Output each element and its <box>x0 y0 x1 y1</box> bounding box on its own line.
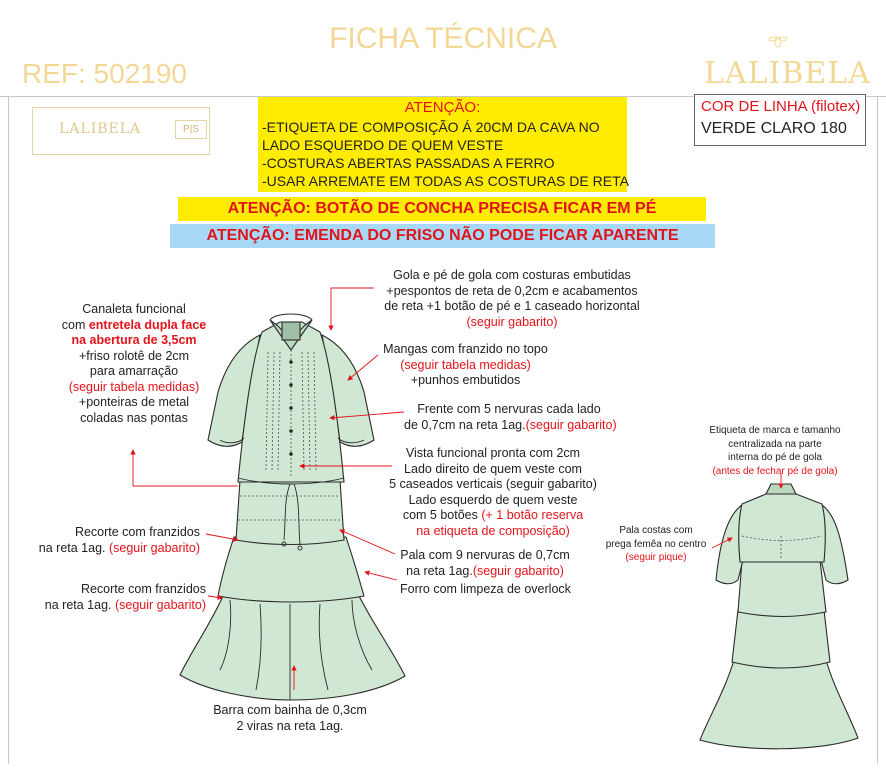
attention-line: -USAR ARREMATE EM TODAS AS COSTURAS DE RETA <box>262 173 629 189</box>
note-hem: Barra com bainha de 0,3cm 2 viras na reta 1ag. <box>213 703 367 733</box>
reference-code: REF: 502190 <box>22 58 187 89</box>
note-collar: Gola e pé de gola com costuras embutidas +pespontos de reta de 0,2cm e acabamentos de reta +1 botão de pé e 1 caseado horizontal (seguir gabarito) <box>384 268 640 329</box>
label-size-text: P|S <box>175 120 207 139</box>
note-front: Frente com 5 nervuras cada lado de 0,7cm na reta 1ag.(seguir gabarito) <box>404 402 617 432</box>
note-channel: Canaleta funcional com entretela dupla face na abertura de 3,5cm +friso rolotê de 2cm para amarração (seguir tabela medidas) +ponteiras de metal coladas nas pontas <box>61 302 207 425</box>
label-brand-text: LALIBELA <box>59 121 142 137</box>
thread-color-label: COR DE LINHA (filotex) <box>701 98 861 115</box>
thread-color-value: VERDE CLARO 180 <box>701 120 847 137</box>
note-brand-label: Etiqueta de marca e tamanho centralizada na parte interna do pé de gola (antes de fechar pé de gola) <box>709 425 841 477</box>
note-sleeves: Mangas com franzido no topo (seguir tabela medidas) +punhos embutidos <box>383 342 548 387</box>
front-flounce <box>180 594 405 700</box>
back-dress-drawing <box>700 484 858 749</box>
attention-line: -ETIQUETA DE COMPOSIÇÃO Á 20CM DA CAVA NO <box>262 119 600 135</box>
frieze-warning-banner: ATENÇÃO: EMENDA DO FRISO NÃO PODE FICAR APARENTE <box>170 224 715 248</box>
lining-pointer <box>365 572 397 580</box>
note-cut-1: Recorte com franzidos na reta 1ag. (seguir gabarito) <box>38 525 200 555</box>
back-tier <box>732 610 830 668</box>
collar-pointer <box>331 288 374 330</box>
note-cut-2: Recorte com franzidos na reta 1ag. (seguir gabarito) <box>44 582 206 612</box>
page-title: FICHA TÉCNICA <box>329 22 557 55</box>
attention-heading: ATENÇÃO: <box>404 99 481 116</box>
note-lining: Forro com limpeza de overlock <box>400 582 571 596</box>
button-warning-banner: ATENÇÃO: BOTÃO DE CONCHA PRECISA FICAR EM PÉ <box>178 197 706 221</box>
back-skirt-yoke <box>738 560 826 617</box>
note-placket: Vista funcional pronta com 2cm Lado direito de quem veste com 5 caseados verticais (seguir gabarito) Lado esquerdo de quem veste com 5 botões (+ 1 botão reserva na etiqueta de composição) <box>389 446 597 538</box>
cut1-pointer <box>206 534 238 540</box>
back-bodice <box>739 494 826 562</box>
note-yoke-pleats: Pala com 9 nervuras de 0,7cm na reta 1ag.(seguir gabarito) <box>400 548 570 578</box>
note-back-yoke: Pala costas com prega femêa no centro (seguir pique) <box>605 525 707 563</box>
attention-line: -COSTURAS ABERTAS PASSADAS A FERRO <box>262 155 555 171</box>
back-flounce <box>700 660 858 749</box>
brand-logo: LALIBELA <box>704 56 871 91</box>
front-tier <box>218 537 364 602</box>
attention-line: LADO ESQUERDO DE QUEM VESTE <box>262 137 504 153</box>
front-skirt-yoke <box>236 480 344 545</box>
